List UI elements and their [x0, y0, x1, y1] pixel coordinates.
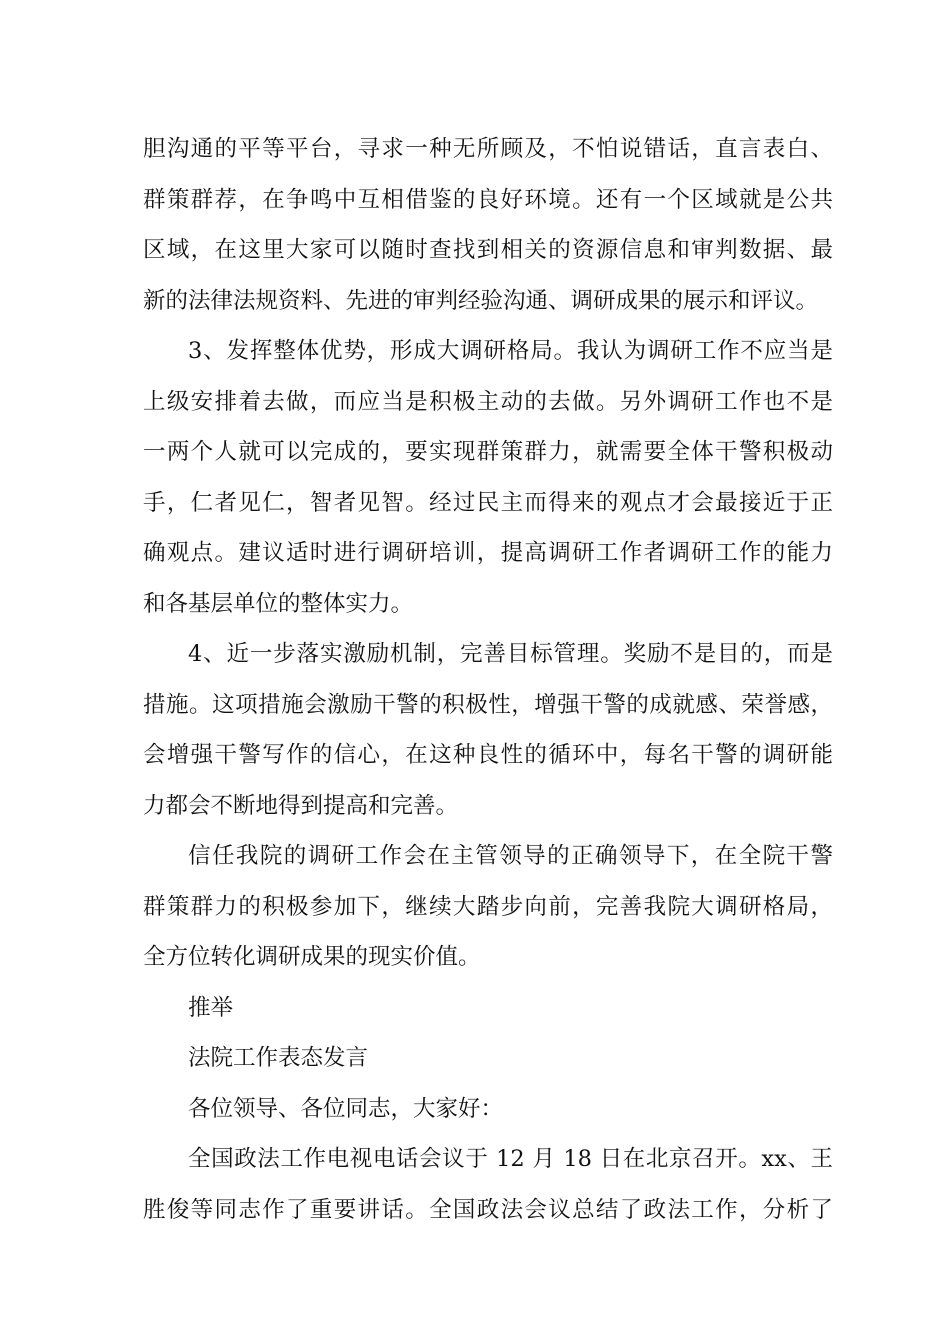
- text-line: 措施。这项措施会激励干警的积极性，增强干警的成就感、荣誉感，: [143, 691, 833, 718]
- text-line: 区域，在这里大家可以随时查找到相关的资源信息和审判数据、最: [143, 237, 833, 263]
- text-line: 全方位转化调研成果的现实价值。: [143, 944, 481, 970]
- text-line: 全国政法工作电视电话会议于 12 月 18 日在北京召开。xx、王: [188, 1146, 833, 1172]
- text-line: 法院工作表态发言: [188, 1045, 369, 1071]
- document-body: [143, 124, 833, 1235]
- text-line: 3、发挥整体优势，形成大调研格局。我认为调研工作不应当是: [188, 338, 833, 364]
- text-line: 力都会不断地得到提高和完善。: [143, 792, 459, 819]
- text-line: 新的法律法规资料、先进的审判经验沟通、调研成果的展示和评议。: [143, 287, 819, 314]
- text-line: 胜俊等同志作了重要讲话。全国政法会议总结了政法工作，分析了: [143, 1196, 833, 1223]
- text-line: 各位领导、各位同志，大家好：: [188, 1095, 504, 1122]
- text-line: 胆沟通的平等平台，寻求一种无所顾及，不怕说错话，直言表白、: [143, 136, 833, 162]
- text-line: 一两个人就可以完成的，要实现群策群力，就需要全体干警积极动: [143, 439, 833, 465]
- text-line: 和各基层单位的整体实力。: [143, 590, 414, 617]
- text-line: 会增强干警写作的信心，在这种良性的循环中，每名干警的调研能: [143, 742, 833, 768]
- text-line: 手，仁者见仁，智者见智。经过民主而得来的观点才会最接近于正: [143, 489, 833, 516]
- text-line: 信任我院的调研工作会在主管领导的正确领导下，在全院干警: [188, 843, 833, 869]
- text-line: 群策群力的积极参加下，继续大踏步向前，完善我院大调研格局，: [143, 893, 833, 920]
- text-line: 4、近一步落实激励机制，完善目标管理。奖励不是目的，而是: [188, 641, 833, 667]
- text-line: 确观点。建议适时进行调研培训，提高调研工作者调研工作的能力: [143, 540, 833, 566]
- text-line: 上级安排着去做，而应当是积极主动的去做。另外调研工作也不是: [143, 388, 833, 415]
- text-line: 推举: [188, 994, 234, 1021]
- text-line: 群策群荐，在争鸣中互相借鉴的良好环境。还有一个区域就是公共: [143, 186, 833, 213]
